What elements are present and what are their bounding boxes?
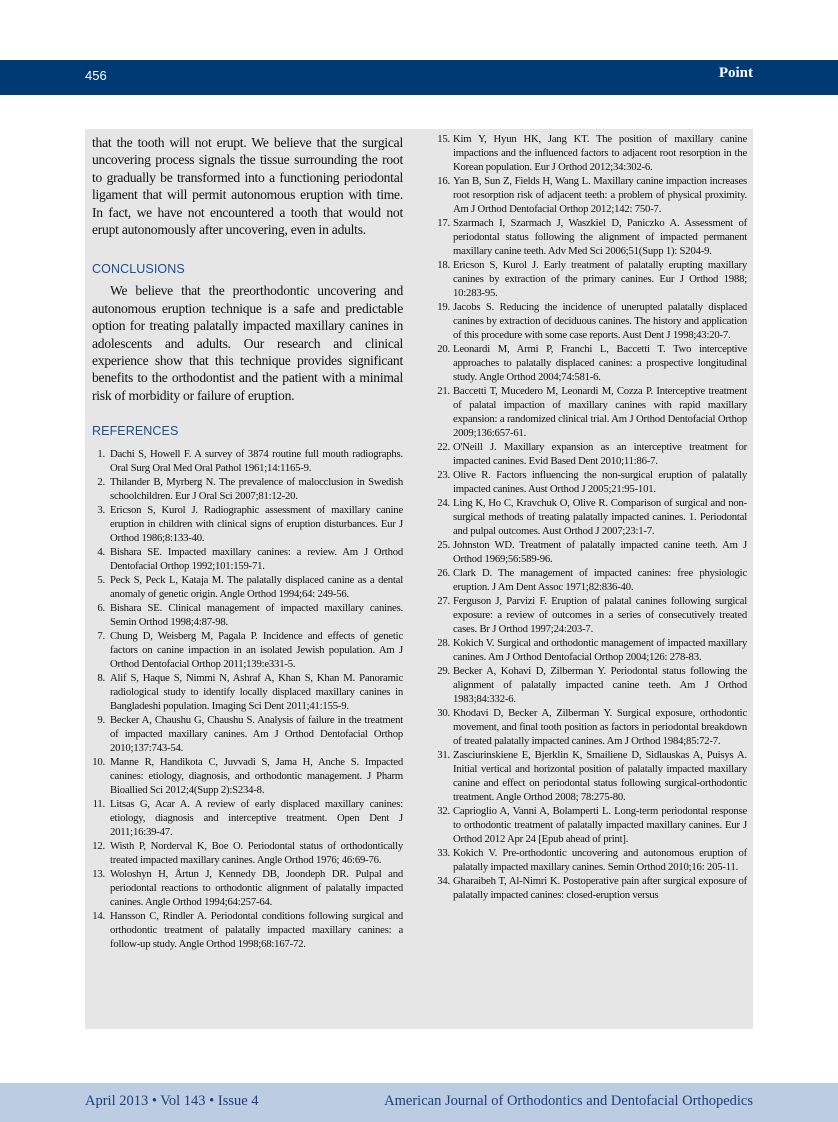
reference-item	[435, 384, 747, 440]
reference-number: 33.	[437, 847, 450, 859]
reference-text: Leonardi M, Armi P, Franchi L, Baccetti T. Two interceptive approaches to palatally displaced canines: a prospective longitudinal study. Angle Orthod 2004;74:581-6.	[453, 343, 747, 383]
reference-item	[92, 601, 403, 629]
left-column	[92, 129, 403, 951]
content-box	[85, 129, 753, 1029]
reference-number: 16.	[437, 175, 450, 187]
reference-item	[92, 797, 403, 839]
reference-text: Baccetti T, Mucedero M, Leonardi M, Cozza P. Interceptive treatment of palatal impaction of maxillary canines with rapid maxillary expansion: a randomized clinical trial. Am J Orthod Dentofacial Orthop 2009;136:657-61.	[453, 385, 747, 439]
reference-item	[92, 629, 403, 671]
reference-number: 4.	[97, 546, 105, 559]
reference-text: Dachi S, Howell F. A survey of 3874 routine full mouth radiographs. Oral Surg Oral Med Oral Pathol 1961;14:1165-9.	[110, 448, 403, 475]
reference-number: 20.	[437, 343, 450, 355]
reference-item	[92, 447, 403, 475]
conclusions-paragraph: We believe that the preorthodontic uncovering and autonomous eruption technique is a safe and predictable option for treating palatally impacted maxillary canines in adolescents and adults. Our research and clinical experience show that this technique provides significant benefits to the orthodontist and the patient with a minimal risk of morbidity or failure of eruption.	[92, 283, 403, 403]
reference-item	[435, 874, 747, 902]
journal-name: American Journal of Orthodontics and Dentofacial Orthopedics	[384, 1093, 753, 1109]
reference-item	[435, 468, 747, 496]
reference-text: Ericson S, Kurol J. Early treatment of palatally erupting maxillary canines by extraction of the primary canines. Eur J Orthod 1988; 10:283-95.	[453, 259, 747, 299]
reference-item	[435, 594, 747, 636]
reference-text: Jacobs S. Reducing the incidence of unerupted palatally displaced canines by extraction of deciduous canines. The history and application of this procedure with some case reports. Aust Dent J 1998;43:20-7.	[453, 301, 747, 341]
reference-item	[92, 713, 403, 755]
reference-text: Bishara SE. Impacted maxillary canines: a review. Am J Orthod Dentofacial Orthop 1992;101:159-71.	[110, 546, 403, 573]
reference-item	[435, 174, 747, 216]
reference-item	[435, 258, 747, 300]
reference-text: Ericson S, Kurol J. Radiographic assessment of maxillary canine eruption in children with clinical signs of eruption disturbances. Eur J Orthod 1986;8:133-40.	[110, 504, 403, 545]
reference-number: 12.	[92, 840, 105, 853]
reference-number: 19.	[437, 301, 450, 313]
reference-number: 17.	[437, 217, 450, 229]
reference-number: 18.	[437, 259, 450, 271]
reference-item	[92, 573, 403, 601]
reference-number: 31.	[437, 749, 450, 761]
reference-item	[435, 132, 747, 174]
reference-text: Bishara SE. Clinical management of impacted maxillary canines. Semin Orthod 1998;4:87-98.	[110, 602, 403, 629]
reference-text: Olive R. Factors influencing the non-surgical eruption of palatally impacted canines. Aust Orthod J 2005;21:95-101.	[453, 469, 747, 495]
reference-number: 7.	[97, 630, 105, 643]
reference-item	[435, 566, 747, 594]
reference-number: 15.	[437, 133, 450, 145]
reference-text: Peck S, Peck L, Kataja M. The palatally displaced canine as a dental anomaly of genetic origin. Angle Orthod 1994;64: 249-56.	[110, 574, 403, 601]
reference-text: Johnston WD. Treatment of palatally impacted canine teeth. Am J Orthod 1969;56:589-96.	[453, 539, 747, 565]
section-label: Point	[718, 65, 753, 81]
reference-item	[92, 671, 403, 713]
reference-number: 10.	[92, 756, 105, 769]
reference-text: Alif S, Haque S, Nimmi N, Ashraf A, Khan S, Khan M. Panoramic radiological study to identify locally displaced maxillary canines in Bangladeshi population. Imaging Sci Dent 2011;41:155-9.	[110, 672, 403, 713]
reference-item	[435, 804, 747, 846]
reference-item	[92, 755, 403, 797]
reference-list-right	[435, 132, 747, 902]
reference-text: Ferguson J, Parvizi F. Eruption of palatal canines following surgical exposure: a review of outcomes in a series of consecutively treated cases. Br J Orthod 1997;24:203-7.	[453, 595, 747, 635]
reference-number: 26.	[437, 567, 450, 579]
reference-item	[435, 440, 747, 468]
page-number: 456	[85, 68, 107, 83]
issue-info: April 2013 • Vol 143 • Issue 4	[85, 1093, 259, 1109]
reference-text: Khodavi D, Becker A, Zilberman Y. Surgical exposure, orthodontic movement, and final tooth position as factors in periodontal breakdown of treated palatally impacted canines. Am J Orthod 1984;85:72-7.	[453, 707, 747, 747]
reference-number: 8.	[97, 672, 105, 685]
reference-number: 28.	[437, 637, 450, 649]
reference-item	[435, 496, 747, 538]
reference-item	[92, 475, 403, 503]
reference-list-left	[92, 447, 403, 951]
reference-item	[92, 909, 403, 951]
reference-number: 24.	[437, 497, 450, 509]
running-footer	[0, 1083, 838, 1122]
reference-number: 25.	[437, 539, 450, 551]
reference-text: Kim Y, Hyun HK, Jang KT. The position of maxillary canine impactions and the influenced factors to adjacent root resorption in the Korean population. Eur J Orthod 2012;34:302-6.	[453, 133, 747, 173]
reference-number: 23.	[437, 469, 450, 481]
reference-text: O'Neill J. Maxillary expansion as an interceptive treatment for impacted canines. Evid Based Dent 2010;11:86-7.	[453, 441, 747, 467]
reference-text: Wisth P, Norderval K, Boe O. Periodontal status of orthodontically treated impacted maxillary canines. Angle Orthod 1976; 46:69-76.	[110, 840, 403, 867]
reference-text: Clark D. The management of impacted canines: free physiologic eruption. J Am Dent Assoc 1971;82:836-40.	[453, 567, 747, 593]
reference-text: Ling K, Ho C, Kravchuk O, Olive R. Comparison of surgical and non-surgical methods of treating palatally impacted canines. 1. Periodontal and pulpal outcomes. Aust Orthod J 2007;23:1-7.	[453, 497, 747, 537]
reference-text: Woloshyn H, Årtun J, Kennedy DB, Joondeph DR. Pulpal and periodontal reactions to orthodontic alignment of palatally impacted canines. Angle Orthod 1994;64:257-64.	[110, 868, 403, 909]
reference-text: Hansson C, Rindler A. Periodontal conditions following surgical and orthodontic treatment of palatally impacted maxillary canines: a follow-up study. Angle Orthod 1998;68:167-72.	[110, 910, 403, 951]
reference-text: Chung D, Weisberg M, Pagala P. Incidence and effects of genetic factors on canine impaction in an isolated Jewish population. Am J Orthod Dentofacial Orthop 2011;139:e331-5.	[110, 630, 403, 671]
reference-number: 2.	[97, 476, 105, 489]
reference-item	[435, 706, 747, 748]
reference-number: 32.	[437, 805, 450, 817]
reference-item	[435, 664, 747, 706]
reference-text: Manne R, Handikota C, Juvvadi S, Jama H, Anche S. Impacted canines: etiology, diagnosis, and orthodontic management. J Pharm Bioallied Sci 2012;4(Supp 2):S234-8.	[110, 756, 403, 797]
reference-text: Yan B, Sun Z, Fields H, Wang L. Maxillary canine impaction increases root resorption risk of adjacent teeth: a problem of physical proximity. Am J Orthod Dentofacial Orthop 2012;142: 750-7.	[453, 175, 747, 215]
references-heading: REFERENCES	[92, 424, 179, 439]
reference-item	[435, 538, 747, 566]
reference-number: 13.	[92, 868, 105, 881]
reference-text: Gharaibeh T, Al-Nimri K. Postoperative pain after surgical exposure of palatally impacted canines: closed-eruption versus	[453, 875, 747, 901]
reference-number: 6.	[97, 602, 105, 615]
reference-item	[435, 300, 747, 342]
reference-number: 22.	[437, 441, 450, 453]
reference-number: 14.	[92, 910, 105, 923]
reference-text: Thilander B, Myrberg N. The prevalence of malocclusion in Swedish schoolchildren. Eur J Oral Sci 2007;81:12-20.	[110, 476, 403, 503]
reference-number: 34.	[437, 875, 450, 887]
reference-item	[92, 503, 403, 545]
reference-item	[435, 216, 747, 258]
reference-text: Caprioglio A, Vanni A, Bolamperti L. Long-term periodontal response to orthodontic treatment of palatally impacted maxillary canines. Eur J Orthod 2012 Apr 24 [Epub ahead of print].	[453, 805, 747, 845]
reference-text: Litsas G, Acar A. A review of early displaced maxillary canines: etiology, diagnosis and interceptive treatment. Open Dent J 2011;16:39-47.	[110, 798, 403, 839]
reference-item	[435, 748, 747, 804]
reference-number: 21.	[437, 385, 450, 397]
reference-item	[435, 342, 747, 384]
reference-text: Becker A, Kohavi D, Zilberman Y. Periodontal status following the alignment of palatally impacted canine teeth. Am J Orthod 1983;84:332-6.	[453, 665, 747, 705]
lead-paragraph: that the tooth will not erupt. We believe that the surgical uncovering process signals the tissue surrounding the root to gradually be transformed into a functioning periodontal ligament that will permit autonomous eruption with time. In fact, we have not encountered a tooth that would not erupt autonomously after uncovering, even in adults.	[92, 135, 403, 238]
reference-number: 1.	[97, 448, 105, 461]
reference-text: Becker A, Chaushu G, Chaushu S. Analysis of failure in the treatment of impacted maxillary canines. Am J Orthod Dentofacial Orthop 2010;137:743-54.	[110, 714, 403, 755]
reference-text: Zasciurinskiene E, Bjerklin K, Smailiene D, Sidlauskas A, Puisys A. Initial vertical and horizontal position of palatally impacted maxillary canine and effect on periodontal status following surgical-orthodontic treatment. Angle Orthod 2008; 78:275-80.	[453, 749, 747, 803]
reference-number: 27.	[437, 595, 450, 607]
running-header	[0, 60, 838, 95]
reference-item	[435, 846, 747, 874]
reference-number: 11.	[92, 798, 105, 811]
reference-number: 9.	[97, 714, 105, 727]
conclusions-heading: CONCLUSIONS	[92, 262, 185, 277]
reference-number: 30.	[437, 707, 450, 719]
reference-item	[92, 839, 403, 867]
reference-item	[92, 867, 403, 909]
right-column	[435, 129, 747, 902]
reference-text: Szarmach I, Szarmach J, Waszkiel D, Paniczko A. Assessment of periodontal status following the alignment of impacted permanent maxillary canine teeth. Adv Med Sci 2006;51(Supp 1): S204-9.	[453, 217, 747, 257]
reference-item	[435, 636, 747, 664]
reference-number: 5.	[97, 574, 105, 587]
reference-item	[92, 545, 403, 573]
reference-text: Kokich V. Pre-orthodontic uncovering and autonomous eruption of palatally impacted maxillary canines. Semin Orthod 2010;16: 205-11.	[453, 847, 747, 873]
reference-number: 3.	[97, 504, 105, 517]
reference-text: Kokich V. Surgical and orthodontic management of impacted maxillary canines. Am J Orthod Dentofacial Orthop 2004;126: 278-83.	[453, 637, 747, 663]
reference-number: 29.	[437, 665, 450, 677]
